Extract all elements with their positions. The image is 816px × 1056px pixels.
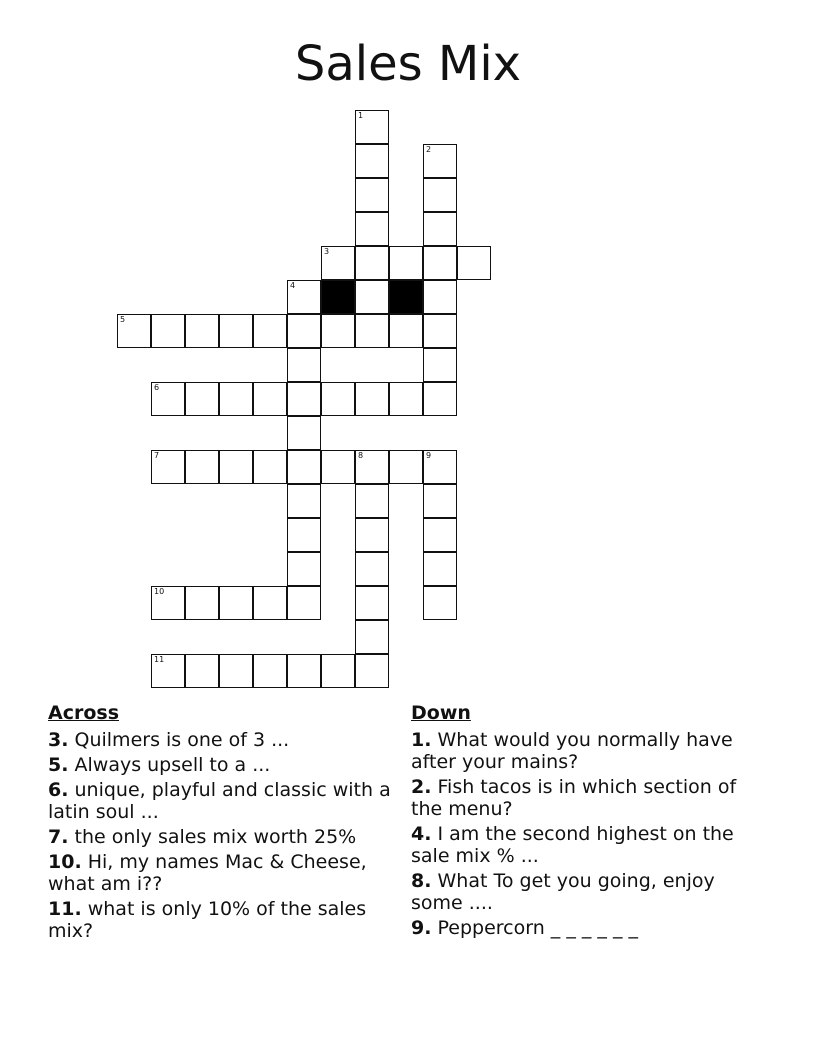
clue-number: 2. bbox=[411, 776, 432, 798]
clue-text: unique, playful and classic with a latin soul ... bbox=[48, 779, 391, 823]
grid-cell[interactable] bbox=[287, 314, 321, 348]
clue-text: Hi, my names Mac & Cheese, what am i?? bbox=[48, 851, 367, 895]
grid-cell[interactable] bbox=[355, 246, 389, 280]
grid-cell[interactable] bbox=[287, 450, 321, 484]
clue-number: 11. bbox=[48, 898, 82, 920]
grid-cell[interactable] bbox=[321, 246, 355, 280]
grid-cell[interactable] bbox=[423, 178, 457, 212]
across-clues bbox=[48, 702, 398, 945]
grid-cell[interactable] bbox=[287, 382, 321, 416]
grid-cell[interactable] bbox=[423, 348, 457, 382]
grid-cell[interactable] bbox=[185, 654, 219, 688]
grid-cell[interactable] bbox=[151, 450, 185, 484]
grid-cell[interactable] bbox=[185, 450, 219, 484]
clue-text: I am the second highest on the sale mix % ... bbox=[411, 823, 734, 867]
cell-number: 9 bbox=[426, 451, 432, 460]
grid-cell[interactable] bbox=[287, 518, 321, 552]
clue-text: what is only 10% of the sales mix? bbox=[48, 898, 367, 942]
cell-number: 11 bbox=[154, 655, 165, 664]
down-clue bbox=[411, 870, 756, 914]
grid-cell[interactable] bbox=[423, 212, 457, 246]
grid-cell[interactable] bbox=[219, 654, 253, 688]
cell-number: 8 bbox=[358, 451, 364, 460]
grid-cell[interactable] bbox=[423, 586, 457, 620]
down-clue bbox=[411, 917, 756, 939]
grid-cell[interactable] bbox=[355, 620, 389, 654]
blocked-cell bbox=[389, 280, 423, 314]
grid-cell[interactable] bbox=[185, 586, 219, 620]
grid-cell[interactable] bbox=[151, 586, 185, 620]
grid-cell[interactable] bbox=[219, 314, 253, 348]
clue-number: 4. bbox=[411, 823, 432, 845]
grid-cell[interactable] bbox=[287, 416, 321, 450]
grid-cell[interactable] bbox=[457, 246, 491, 280]
clue-number: 6. bbox=[48, 779, 69, 801]
grid-cell[interactable] bbox=[219, 450, 253, 484]
grid-cell[interactable] bbox=[423, 280, 457, 314]
clue-number: 8. bbox=[411, 870, 432, 892]
grid-cell[interactable] bbox=[253, 654, 287, 688]
cell-number: 6 bbox=[154, 383, 160, 392]
cell-number: 10 bbox=[154, 587, 165, 596]
grid-cell[interactable] bbox=[321, 314, 355, 348]
grid-cell[interactable] bbox=[423, 382, 457, 416]
grid-cell[interactable] bbox=[355, 450, 389, 484]
across-clue bbox=[48, 826, 398, 848]
page-title: Sales Mix bbox=[294, 36, 522, 92]
grid-cell[interactable] bbox=[355, 518, 389, 552]
grid-cell[interactable] bbox=[423, 450, 457, 484]
grid-cell[interactable] bbox=[423, 484, 457, 518]
clue-number: 5. bbox=[48, 754, 69, 776]
clue-number: 1. bbox=[411, 729, 432, 751]
cell-number: 4 bbox=[290, 281, 296, 290]
grid-cell[interactable] bbox=[287, 348, 321, 382]
cell-number: 5 bbox=[120, 315, 126, 324]
grid-cell[interactable] bbox=[355, 280, 389, 314]
grid-cell[interactable] bbox=[355, 110, 389, 144]
across-clue bbox=[48, 729, 398, 751]
grid-cell[interactable] bbox=[389, 314, 423, 348]
down-clues bbox=[411, 702, 756, 942]
down-clue bbox=[411, 776, 756, 820]
grid-cell[interactable] bbox=[355, 144, 389, 178]
cell-number: 7 bbox=[154, 451, 160, 460]
clue-text: Always upsell to a ... bbox=[74, 754, 271, 776]
clue-text: Fish tacos is in which section of the menu? bbox=[411, 776, 737, 820]
clue-number: 3. bbox=[48, 729, 69, 751]
grid-cell[interactable] bbox=[423, 552, 457, 586]
grid-cell[interactable] bbox=[253, 450, 287, 484]
grid-cell[interactable] bbox=[287, 552, 321, 586]
clue-text: the only sales mix worth 25% bbox=[74, 826, 357, 848]
grid-cell[interactable] bbox=[117, 314, 151, 348]
grid-cell[interactable] bbox=[389, 382, 423, 416]
grid-cell[interactable] bbox=[185, 314, 219, 348]
grid-cell[interactable] bbox=[253, 382, 287, 416]
grid-cell[interactable] bbox=[219, 382, 253, 416]
grid-cell[interactable] bbox=[423, 144, 457, 178]
grid-cell[interactable] bbox=[355, 552, 389, 586]
grid-cell[interactable] bbox=[253, 586, 287, 620]
across-clue bbox=[48, 898, 398, 942]
grid-cell[interactable] bbox=[321, 654, 355, 688]
grid-cell[interactable] bbox=[355, 586, 389, 620]
down-clue bbox=[411, 729, 756, 773]
grid-cell[interactable] bbox=[151, 314, 185, 348]
grid-cell[interactable] bbox=[321, 382, 355, 416]
grid-cell[interactable] bbox=[389, 450, 423, 484]
clue-number: 10. bbox=[48, 851, 82, 873]
cell-number: 1 bbox=[358, 111, 364, 120]
grid-cell[interactable] bbox=[151, 382, 185, 416]
grid-cell[interactable] bbox=[287, 280, 321, 314]
clue-text: What To get you going, enjoy some .... bbox=[411, 870, 715, 914]
across-clue bbox=[48, 779, 398, 823]
grid-cell[interactable] bbox=[389, 246, 423, 280]
clue-text: Peppercorn _ _ _ _ _ _ bbox=[437, 917, 639, 939]
down-clue bbox=[411, 823, 756, 867]
clue-number: 7. bbox=[48, 826, 69, 848]
grid-cell[interactable] bbox=[355, 382, 389, 416]
grid-cell[interactable] bbox=[287, 484, 321, 518]
grid-cell[interactable] bbox=[355, 212, 389, 246]
grid-cell[interactable] bbox=[423, 246, 457, 280]
clue-number: 9. bbox=[411, 917, 432, 939]
clue-text: Quilmers is one of 3 ... bbox=[74, 729, 290, 751]
grid-cell[interactable] bbox=[423, 518, 457, 552]
across-heading: Across bbox=[48, 702, 120, 724]
clue-text: What would you normally have after your mains? bbox=[411, 729, 733, 773]
grid-cell[interactable] bbox=[355, 178, 389, 212]
grid-cell[interactable] bbox=[321, 450, 355, 484]
across-clue bbox=[48, 754, 398, 776]
grid-cell[interactable] bbox=[355, 314, 389, 348]
cell-number: 2 bbox=[426, 145, 432, 154]
grid-cell[interactable] bbox=[219, 586, 253, 620]
grid-cell[interactable] bbox=[151, 654, 185, 688]
blocked-cell bbox=[321, 280, 355, 314]
grid-cell[interactable] bbox=[355, 654, 389, 688]
grid-cell[interactable] bbox=[253, 314, 287, 348]
grid-cell[interactable] bbox=[355, 484, 389, 518]
across-clue bbox=[48, 851, 398, 895]
grid-cell[interactable] bbox=[185, 382, 219, 416]
grid-cell[interactable] bbox=[287, 586, 321, 620]
down-heading: Down bbox=[411, 702, 471, 724]
grid-cell[interactable] bbox=[423, 314, 457, 348]
grid-cell[interactable] bbox=[287, 654, 321, 688]
cell-number: 3 bbox=[324, 247, 330, 256]
